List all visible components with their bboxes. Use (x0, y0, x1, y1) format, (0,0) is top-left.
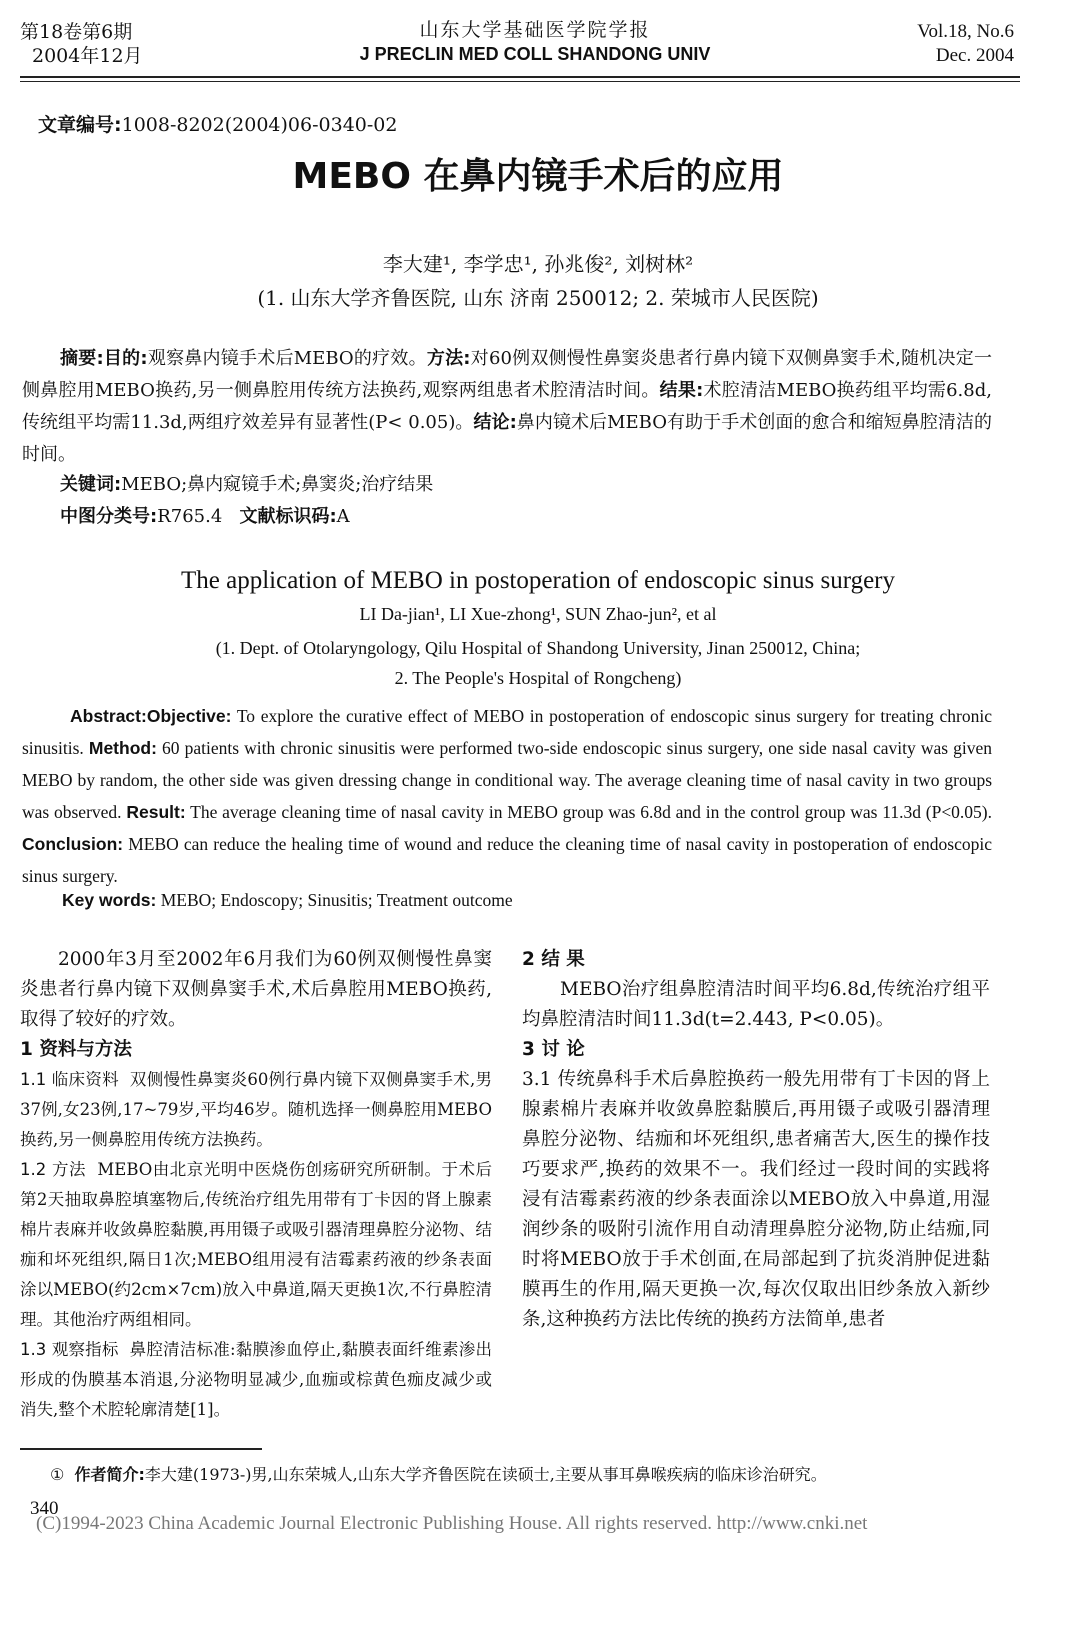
abstract-cn-method-label: 方法: (426, 348, 471, 369)
abstract-cn-method: 对60例双侧慢性鼻窦炎患者行鼻内镜下双侧鼻窦手术,随机决定一侧鼻腔用MEBO换药,另一侧鼻腔用传统方法换药,观察两组患者术腔清洁时间。 (22, 348, 993, 401)
journal-name-en: J PRECLIN MED COLL SHANDONG UNIV (359, 44, 711, 64)
doc-code-value: A (336, 506, 350, 527)
abstract-en (22, 700, 992, 892)
subsection-1-1 (20, 1065, 492, 1155)
keywords-en-label: Key words: (62, 890, 157, 910)
title-en: The application of MEBO in postoperation of endoscopic sinus surgery (181, 567, 895, 594)
section-1-heading: 1 资料与方法 (20, 1039, 132, 1060)
body-left-column (20, 945, 492, 1425)
subsection-1-3-text: 鼻腔清洁标准:黏膜渗血停止,黏膜表面纤维素渗出形成的伪膜基本消退,分泌物明显减少,血痂或棕黄色痂皮减少或消失,整个术腔轮廓清楚[1]。 (20, 1340, 492, 1419)
section-3-heading: 3 讨 论 (522, 1039, 585, 1060)
title-cn: MEBO 在鼻内镜手术后的应用 (292, 156, 784, 197)
journal-issue-en (917, 20, 1014, 68)
abstract-en-result-label: Result: (126, 802, 186, 822)
article-number-value: 1008-8202(2004)06-0340-02 (121, 114, 398, 136)
intro-paragraph: 2000年3月至2002年6月我们为60例双侧慢性鼻窦炎患者行鼻内镜下双侧鼻窦手术,术后鼻腔用MEBO换药,取得了较好的疗效。 (20, 949, 492, 1030)
volume-issue-cn: 第18卷第6期 (20, 21, 133, 43)
classification-label: 中图分类号: (60, 506, 158, 527)
subsection-1-1-text: 双侧慢性鼻窦炎60例行鼻内镜下双侧鼻窦手术,男37例,女23例,17~79岁,平均46岁。随机选择一侧鼻腔用MEBO换药,另一侧鼻腔用传统方法换药。 (20, 1070, 492, 1149)
subsection-3-1-text: 3.1 传统鼻科手术后鼻腔换药一般先用带有丁卡因的肾上腺素棉片表麻并收敛鼻腔黏膜后,再用镊子或吸引器清理鼻腔分泌物、结痂和坏死组织,患者痛苦大,医生的操作技巧要求严,换药的效果不一。我们经过一段时间的实践将浸有洁霉素药液的纱条表面涂以MEBO放入中鼻道,用湿润纱条的吸附引流作用自动清理鼻腔分泌物,防止结痂,同时将MEBO放于手术创面,在局部起到了抗炎消肿促进黏膜再生的作用,隔天更换一次,每次仅取出旧纱条放入新纱条,这种换药方法比传统的换药方法简单,患者 (522, 1069, 990, 1330)
subsection-1-2-text: MEBO由北京光明中医烧伤创疡研究所研制。于术后第2天抽取鼻腔填塞物后,传统治疗组先用带有丁卡因的肾上腺素棉片表麻并收敛鼻腔黏膜,再用镊子或吸引器清理鼻腔分泌物、结痂和坏死组织,隔日1次;MEBO组用浸有洁霉素药液的纱条表面涂以MEBO(约2cm×7cm)放入中鼻道,隔天更换1次,不行鼻腔清理。其他治疗两组相同。 (20, 1160, 492, 1329)
volume-issue-en: Vol.18, No.6 (917, 21, 1014, 42)
body-right-column (522, 945, 990, 1335)
article-number-label: 文章编号: (38, 114, 122, 136)
abstract-cn-result: 术腔清洁MEBO换药组平均需6.8d,传统组平均需11.3d,两组疗效差异有显著性(P< 0.05)。 (22, 380, 992, 433)
classification (60, 502, 350, 528)
footnote-label: 作者简介: (74, 1465, 145, 1484)
keywords-cn-label: 关键词: (60, 474, 122, 495)
abstract-en-method-label: Method: (88, 738, 157, 758)
page-number: 340 (30, 1498, 59, 1519)
abstract-en-method: 60 patients with chronic sinusitis were performed two-side endoscopic sinus surgery, one side nasal cavity was given MEBO by random, the other side was given dressing change in conditional way. The average cleaning time of nasal cavity in two groups was observed. (22, 738, 993, 822)
article-number (38, 110, 397, 137)
abstract-cn-label: 摘要: (60, 348, 104, 369)
classification-value: R765.4 (157, 506, 223, 527)
keywords-en-value: MEBO; Endoscopy; Sinusitis; Treatment outcome (160, 890, 513, 910)
abstract-en-objective: To explore the curative effect of MEBO in postoperation of endoscopic sinus surgery for treating chronic sinusitis. (22, 706, 993, 758)
subsection-1-3 (20, 1335, 492, 1425)
keywords-cn-value: MEBO;鼻内窥镜手术;鼻窦炎;治疗结果 (121, 474, 434, 495)
abstract-cn-objective-label: 目的: (103, 348, 148, 369)
authors-cn: 李大建¹, 李学忠¹, 孙兆俊², 刘树林² (382, 252, 694, 276)
affiliation-cn: (1. 山东大学齐鲁医院, 山东 济南 250012; 2. 荣城市人民医院) (257, 286, 819, 310)
affiliation-en-line2: 2. The People's Hospital of Rongcheng) (394, 668, 682, 688)
journal-name-cn: 山东大学基础医学院学报 (419, 19, 651, 41)
abstract-en-conclusion-label: Conclusion: (22, 834, 124, 854)
header-rule (20, 76, 1020, 82)
footnote-text: 李大建(1973-)男,山东荣城人,山东大学齐鲁医院在读硕士,主要从事耳鼻喉疾病的临床诊治研究。 (144, 1465, 827, 1484)
abstract-cn-conclusion: 鼻内镜术后MEBO有助于手术创面的愈合和缩短鼻腔清洁的时间。 (22, 412, 992, 465)
abstract-cn (22, 343, 992, 471)
keywords-en (62, 890, 513, 911)
abstract-cn-objective: 观察鼻内镜手术后MEBO的疗效。 (147, 348, 427, 369)
author-footnote (50, 1462, 827, 1485)
affiliation-en-line1: (1. Dept. of Otolaryngology, Qilu Hospital of Shandong University, Jinan 250012, China; (215, 638, 861, 658)
copyright-watermark: (C)1994-2023 China Academic Journal Electronic Publishing House. All rights reserved. http://www.cnki.net (36, 1513, 868, 1534)
abstract-cn-result-label: 结果: (659, 380, 704, 401)
section-2-heading: 2 结 果 (522, 949, 585, 970)
journal-issue-cn (20, 20, 143, 68)
keywords-cn (60, 470, 433, 496)
subsection-1-1-label: 1.1 临床资料 (20, 1070, 119, 1089)
abstract-en-objective-label: Objective: (146, 706, 232, 726)
subsection-1-2-label: 1.2 方法 (20, 1160, 86, 1179)
abstract-en-label: Abstract: (70, 706, 147, 726)
footnote-rule (20, 1448, 262, 1450)
section-2-text: MEBO治疗组鼻腔清洁时间平均6.8d,传统治疗组平均鼻腔清洁时间11.3d(t=2.443, P<0.05)。 (522, 979, 990, 1030)
footnote-mark: ① (50, 1465, 65, 1484)
subsection-1-2 (20, 1155, 492, 1335)
authors-en: LI Da-jian¹, LI Xue-zhong¹, SUN Zhao-jun², et al (359, 604, 717, 624)
subsection-1-3-label: 1.3 观察指标 (20, 1340, 119, 1359)
date-cn: 2004年12月 (32, 45, 143, 67)
doc-code-label: 文献标识码: (239, 506, 337, 527)
date-en: Dec. 2004 (935, 45, 1014, 66)
abstract-cn-conclusion-label: 结论: (473, 412, 517, 433)
abstract-en-result: The average cleaning time of nasal cavity in MEBO group was 6.8d and in the control group was 11.3d (P<0.05). (190, 802, 993, 822)
abstract-en-conclusion: MEBO can reduce the healing time of wound and reduce the cleaning time of nasal cavity in postoperation of endoscopic sinus surgery. (22, 834, 992, 886)
journal-name (300, 18, 770, 66)
